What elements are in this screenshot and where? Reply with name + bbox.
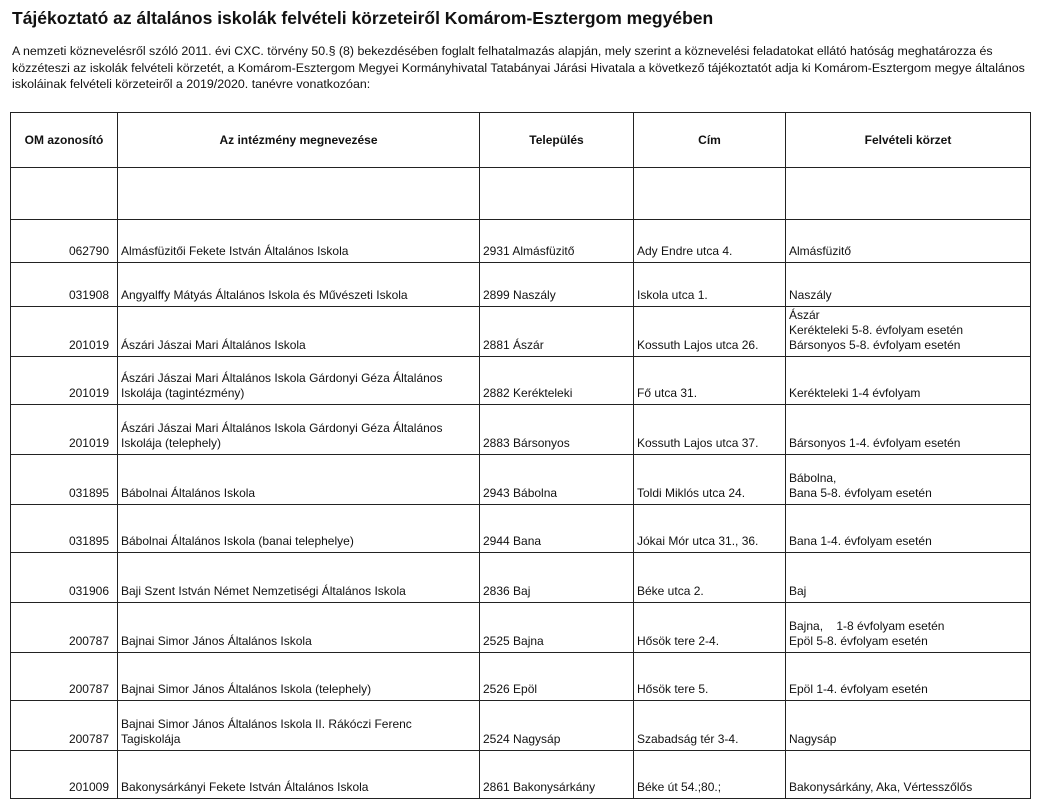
table-row [11,405,1031,455]
district-line: Bábolna, [789,471,837,485]
institution-name-cell [118,553,480,603]
address-cell: Kossuth Lajos utca 26. [634,307,786,357]
institution-name-cell [118,307,480,357]
institution-name-cell [118,701,480,751]
om-id-cell: 031895 [11,505,118,553]
empty-cell [11,168,118,220]
settlement-cell: 2943 Bábolna [480,455,634,505]
district-line: Epöl 5-8. évfolyam esetén [789,634,928,648]
district-cell [786,263,1031,307]
district-line: Bana 5-8. évfolyam esetén [789,486,932,500]
table-row [11,263,1031,307]
om-id-cell: 201019 [11,307,118,357]
om-id-cell: 031906 [11,553,118,603]
address-cell: Ady Endre utca 4. [634,220,786,263]
district-line: Kerékteleki 1-4 évfolyam [789,386,921,400]
institution-name-cell [118,653,480,701]
table-row [11,653,1031,701]
institution-name-cell [118,603,480,653]
institution-name-cell [118,405,480,455]
header-institution: Az intézmény megnevezése [118,113,480,168]
address-cell: Béke út 54.;80.; [634,751,786,799]
table-header-row [11,113,1031,168]
address-cell: Jókai Mór utca 31., 36. [634,505,786,553]
table-row [11,307,1031,357]
address-cell: Béke utca 2. [634,553,786,603]
institution-name-line: Ászári Jászai Mari Általános Iskola Gárdonyi Géza Általános [121,421,443,435]
address-cell: Iskola utca 1. [634,263,786,307]
om-id-cell: 200787 [11,603,118,653]
empty-cell [118,168,480,220]
table-row [11,603,1031,653]
settlement-cell: 2882 Kerékteleki [480,357,634,405]
district-cell [786,220,1031,263]
district-cell [786,405,1031,455]
header-address: Cím [634,113,786,168]
header-om: OM azonosító [11,113,118,168]
settlement-cell: 2899 Naszály [480,263,634,307]
district-line: Ászár [789,308,820,322]
district-line: Bana 1-4. évfolyam esetén [789,534,932,548]
settlement-cell: 2836 Baj [480,553,634,603]
institution-name-cell [118,357,480,405]
institution-name-cell [118,455,480,505]
settlement-cell: 2881 Ászár [480,307,634,357]
district-line: Bársonyos 1-4. évfolyam esetén [789,436,961,450]
om-id-cell: 200787 [11,701,118,751]
address-cell: Hősök tere 2-4. [634,603,786,653]
header-district: Felvételi körzet [786,113,1031,168]
table-row [11,553,1031,603]
district-line: Naszály [789,288,832,302]
settlement-cell: 2861 Bakonysárkány [480,751,634,799]
address-cell: Szabadság tér 3-4. [634,701,786,751]
district-cell [786,603,1031,653]
institution-name-line: Tagiskolája [121,732,181,746]
institution-name-line: Angyalffy Mátyás Általános Iskola és Művészeti Iskola [121,288,408,302]
district-line: Kerékteleki 5-8. évfolyam esetén [789,323,964,337]
address-cell: Hősök tere 5. [634,653,786,701]
page-title: Tájékoztató az általános iskolák felvételi körzeteiről Komárom-Esztergom megyében [12,8,714,28]
district-line: Bakonysárkány, Aka, Vértesszőlős [789,780,973,794]
district-line: Almásfüzitő [789,244,852,258]
settlement-cell: 2944 Bana [480,505,634,553]
om-id-cell: 062790 [11,220,118,263]
address-cell: Fő utca 31. [634,357,786,405]
table-row [11,751,1031,799]
institution-name-line: Bajnai Simor János Általános Iskola II. Rákóczi Ferenc [121,717,412,731]
institution-name-line: Bábolnai Általános Iskola [121,486,256,500]
table-row [11,220,1031,263]
om-id-cell: 201019 [11,405,118,455]
table-row [11,455,1031,505]
address-cell: Kossuth Lajos utca 37. [634,405,786,455]
institution-name-line: Ászári Jászai Mari Általános Iskola Gárdonyi Géza Általános [121,371,443,385]
settlement-cell: 2524 Nagysáp [480,701,634,751]
settlement-cell: 2526 Epöl [480,653,634,701]
settlement-cell: 2931 Almásfüzitő [480,220,634,263]
school-district-table [10,112,1031,799]
district-cell [786,553,1031,603]
om-id-cell: 201009 [11,751,118,799]
institution-name-cell [118,220,480,263]
settlement-cell: 2883 Bársonyos [480,405,634,455]
table-row [11,505,1031,553]
district-line: Bársonyos 5-8. évfolyam esetén [789,338,961,352]
district-cell [786,751,1031,799]
district-cell [786,455,1031,505]
empty-cell [480,168,634,220]
address-cell: Toldi Miklós utca 24. [634,455,786,505]
om-id-cell: 031908 [11,263,118,307]
institution-name-cell [118,751,480,799]
empty-cell [634,168,786,220]
institution-name-line: Almásfüzitői Fekete István Általános Iskola [121,244,349,258]
institution-name-line: Bajnai Simor János Általános Iskola (telephely) [121,682,372,696]
district-cell [786,701,1031,751]
district-line: Bajna, 1-8 évfolyam esetén [789,619,945,633]
district-cell [786,653,1031,701]
institution-name-line: Iskolája (tagintézmény) [121,386,245,400]
institution-name-line: Ászári Jászai Mari Általános Iskola [121,338,306,352]
institution-name-line: Bakonysárkányi Fekete István Általános Iskola [121,780,369,794]
om-id-cell: 201019 [11,357,118,405]
institution-name-line: Iskolája (telephely) [121,436,222,450]
table-row [11,701,1031,751]
header-settlement: Település [480,113,634,168]
institution-name-cell [118,263,480,307]
intro-paragraph: A nemzeti köznevelésről szóló 2011. évi CXC. törvény 50.§ (8) bekezdésében foglalt felhatalmazás alapján, mely szerint a köznevelési feladatokat ellátó hatóság meghatározza és közzéteszi az iskolák felvételi körzetét, a Komárom-Esztergom Megyei Kormányhivatal Tatabányai Járási Hivatala a következő tájékoztatót adja ki Komárom-Esztergom megye általános iskoláinak felvételi körzeteiről a 2019/2020. tanévre vonatkozóan: [12,44,1025,91]
institution-name-cell [118,505,480,553]
table-row [11,357,1031,405]
district-cell [786,505,1031,553]
empty-cell [786,168,1031,220]
spacer-row [11,168,1031,220]
om-id-cell: 200787 [11,653,118,701]
om-id-cell: 031895 [11,455,118,505]
district-line: Baj [789,584,807,598]
institution-name-line: Baji Szent István Német Nemzetiségi Általános Iskola [121,584,406,598]
settlement-cell: 2525 Bajna [480,603,634,653]
district-cell [786,357,1031,405]
district-cell [786,307,1031,357]
institution-name-line: Bajnai Simor János Általános Iskola [121,634,312,648]
district-line: Nagysáp [789,732,837,746]
district-line: Epöl 1-4. évfolyam esetén [789,682,928,696]
institution-name-line: Bábolnai Általános Iskola (banai telephelye) [121,534,354,548]
